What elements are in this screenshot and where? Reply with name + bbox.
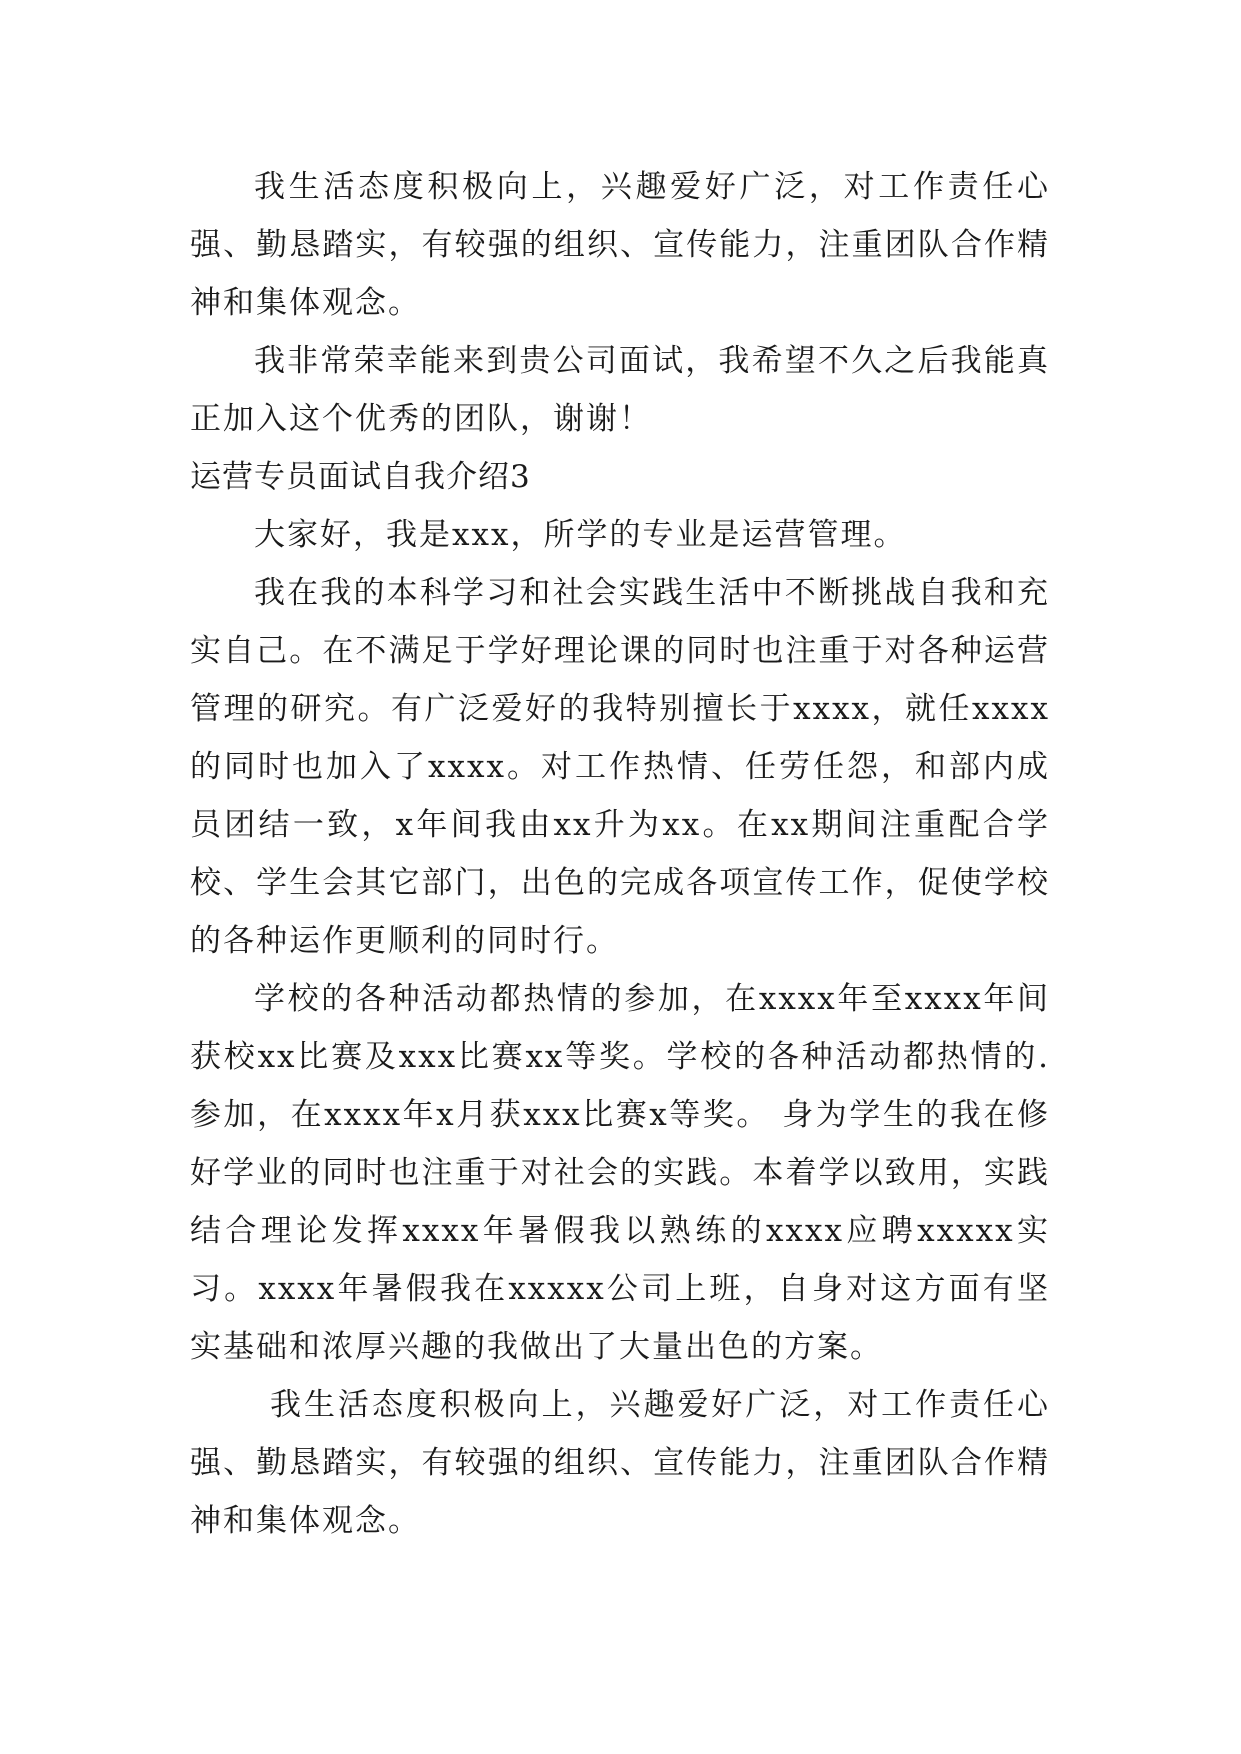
paragraph-greeting: 大家好，我是xxx，所学的专业是运营管理。: [254, 517, 907, 553]
paragraph-activities: 学校的各种活动都热情的参加，在xxxx年至xxxx年间获校xx比赛及xxx比赛xx等奖。学校的各种活动都热情的.参加，在xxxx年x月获xxx比赛x等奖。 身为学生的我在修好学业的同时也注重于对社会的实践。本着学以致用，实践结合理论发挥xxxx年暑假我以熟练的xxxx应聘xxxxx实习。xxxx年暑假我在xxxxx公司上班，自身对这方面有坚实基础和浓厚兴趣的我做出了大量出色的方案。: [190, 981, 1050, 1365]
section-heading: 运营专员面试自我介绍3: [190, 459, 531, 495]
paragraph-attitude-repeat: 我生活态度积极向上，兴趣爱好广泛，对工作责任心强、勤恳踏实，有较强的组织、宣传能力，注重团队合作精神和集体观念。: [190, 1387, 1050, 1539]
paragraph-study-practice: 我在我的本科学习和社会实践生活中不断挑战自我和充实自己。在不满足于学好理论课的同时也注重于对各种运营管理的研究。有广泛爱好的我特别擅长于xxxx，就任xxxx的同时也加入了xxxx。对工作热情、任劳任怨，和部内成员团结一致，x年间我由xx升为xx。在xx期间注重配合学校、学生会其它部门，出色的完成各项宣传工作，促使学校的各种运作更顺利的同时行。: [190, 575, 1050, 959]
paragraph-thanks: 我非常荣幸能来到贵公司面试，我希望不久之后我能真正加入这个优秀的团队，谢谢！: [190, 343, 1050, 437]
paragraph-attitude: 我生活态度积极向上，兴趣爱好广泛，对工作责任心强、勤恳踏实，有较强的组织、宣传能力，注重团队合作精神和集体观念。: [190, 169, 1050, 321]
document-page: [190, 158, 1050, 1550]
